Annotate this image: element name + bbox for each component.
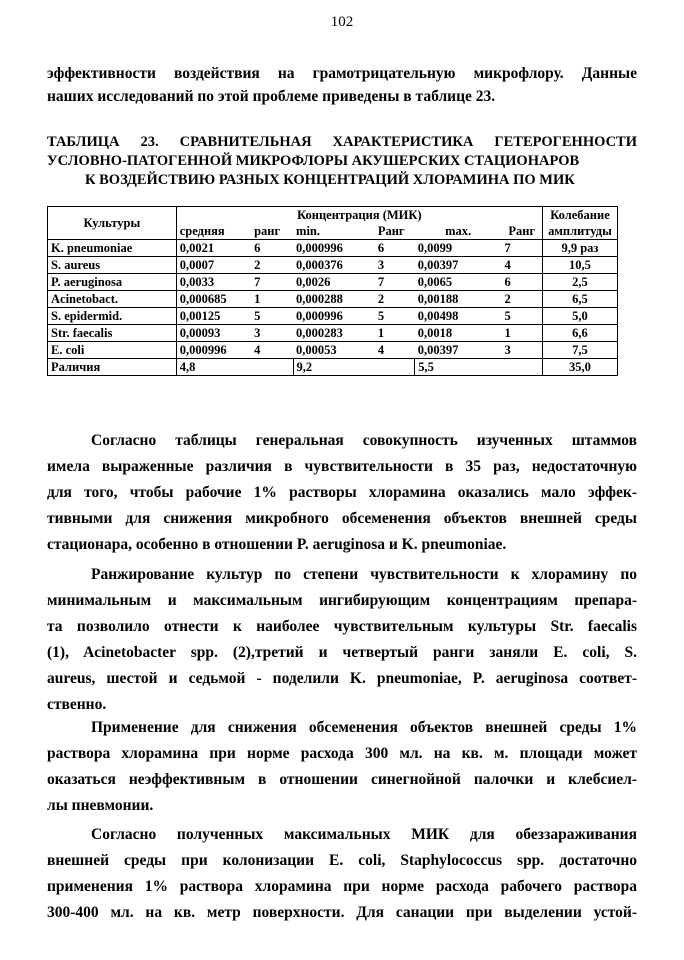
rank-cell: 5 [375, 308, 415, 325]
amplitude-cell: 6,6 [542, 325, 617, 342]
differences-amplitude: 35,0 [542, 359, 617, 376]
min-cell: 0,000283 [293, 325, 375, 342]
paragraph [47, 715, 637, 819]
mean-cell: 0,0021 [176, 240, 251, 257]
differences-label: Раличия [48, 359, 177, 376]
rank-cell: 3 [375, 257, 415, 274]
paragraph [47, 428, 637, 558]
text-line: та позволило отнести к наиболее чувствительным культуры Str. faecalis [47, 618, 637, 635]
rank-cell: 4 [251, 342, 293, 359]
text-line: минимальным и максимальным ингибирующим концентрациям препара- [47, 592, 637, 609]
rank-cell: 6 [251, 240, 293, 257]
text-line: для того, чтобы рабочие 1% растворы хлорамина оказались мало эффек- [47, 484, 637, 501]
rank-cell: 4 [502, 257, 543, 274]
table-row [48, 291, 618, 308]
text-line: лы пневмонии. [47, 797, 154, 814]
min-cell: 0,000996 [293, 308, 375, 325]
text-line: Согласно таблицы генеральная совокупность изученных штаммов [91, 432, 637, 449]
rank-cell: 6 [375, 240, 415, 257]
rank-cell: 3 [502, 342, 543, 359]
text-line: Согласно полученных максимальных МИК для обеззараживания [91, 826, 637, 843]
min-cell: 0,000288 [293, 291, 375, 308]
text-line: aureus, шестой и седьмой - поделили K. pneumoniae, P. aeruginosa соответ- [47, 670, 637, 687]
text-line: раствора хлорамина при норме расхода 300 мл. на кв. м. площади может [47, 745, 637, 762]
culture-cell: S. epidermid. [48, 308, 177, 325]
max-cell: 0,0099 [415, 240, 502, 257]
table-row [48, 325, 618, 342]
table-row [48, 308, 618, 325]
rank-cell: 1 [502, 325, 543, 342]
differences-max: 5,5 [415, 359, 543, 376]
culture-cell: E. coli [48, 342, 177, 359]
intro-paragraph [47, 62, 637, 108]
differences-mean: 4,8 [176, 359, 293, 376]
subheader-max: max. [415, 223, 502, 240]
table-title-line: К ВОЗДЕЙСТВИЮ РАЗНЫХ КОНЦЕНТРАЦИЙ ХЛОРАМИНА ПО МИК [85, 172, 575, 188]
mean-cell: 0,00125 [176, 308, 251, 325]
mean-cell: 0,00093 [176, 325, 251, 342]
header-amplitude: амплитуды [542, 223, 617, 240]
text-line: ственно. [47, 696, 107, 713]
rank-cell: 6 [502, 274, 543, 291]
rank-cell: 3 [251, 325, 293, 342]
rank-cell: 5 [251, 308, 293, 325]
rank-cell: 1 [251, 291, 293, 308]
mean-cell: 0,000996 [176, 342, 251, 359]
max-cell: 0,00397 [415, 342, 502, 359]
header-cultures: Культуры [48, 207, 177, 240]
paragraph [47, 822, 637, 926]
paragraph [47, 562, 637, 718]
mic-table [47, 206, 618, 376]
rank-cell: 1 [375, 325, 415, 342]
header-concentration: Концентрация (МИК) [176, 207, 542, 224]
rank-cell: 2 [375, 291, 415, 308]
culture-cell: S. aureus [48, 257, 177, 274]
subheader-rank: Ранг [502, 223, 543, 240]
amplitude-cell: 5,0 [542, 308, 617, 325]
text-line: наших исследований по этой проблеме приведены в таблице 23. [47, 88, 496, 105]
table-row [48, 274, 618, 291]
culture-cell: Acinetobact. [48, 291, 177, 308]
rank-cell: 4 [375, 342, 415, 359]
table-row [48, 342, 618, 359]
culture-cell: Str. faecalis [48, 325, 177, 342]
text-line: 300-400 мл. на кв. метр поверхности. Для санации при выделении устой- [47, 904, 637, 921]
table-title [47, 133, 637, 190]
table-row [48, 240, 618, 257]
text-line: тивными для снижения микробного обсеменения объектов внешней среды [47, 510, 637, 527]
header-amplitude: Колебание [542, 207, 617, 224]
subheader-min: min. [293, 223, 375, 240]
max-cell: 0,00188 [415, 291, 502, 308]
max-cell: 0,0065 [415, 274, 502, 291]
amplitude-cell: 6,5 [542, 291, 617, 308]
max-cell: 0,00498 [415, 308, 502, 325]
text-line: (1), Acinetobacter spp. (2),третий и четвертый ранги заняли E. coli, S. [47, 644, 637, 661]
max-cell: 0,0018 [415, 325, 502, 342]
table-row-differences [48, 359, 618, 376]
culture-cell: K. pneumoniae [48, 240, 177, 257]
text-line: стационара, особенно в отношении P. aeruginosa и K. pneumoniae. [47, 536, 507, 553]
table-row [48, 257, 618, 274]
rank-cell: 7 [502, 240, 543, 257]
table-title-line: ТАБЛИЦА 23. СРАВНИТЕЛЬНАЯ ХАРАКТЕРИСТИКА ГЕТЕРОГЕННОСТИ [47, 134, 637, 150]
subheader-mean: средняя [176, 223, 251, 240]
differences-min: 9,2 [293, 359, 415, 376]
max-cell: 0,00397 [415, 257, 502, 274]
mean-cell: 0,000685 [176, 291, 251, 308]
text-line: имела выраженные различия в чувствительности в 35 раз, недостаточную [47, 458, 637, 475]
text-line: Ранжирование культур по степени чувствительности к хлорамину по [91, 566, 637, 583]
rank-cell: 5 [502, 308, 543, 325]
mean-cell: 0,0033 [176, 274, 251, 291]
rank-cell: 7 [251, 274, 293, 291]
mean-cell: 0,0007 [176, 257, 251, 274]
subheader-rank: Ранг [375, 223, 415, 240]
text-line: оказаться неэффективным в отношении синегнойной палочки и клебсиел- [47, 771, 637, 788]
text-line: Применение для снижения обсеменения объектов внешней среды 1% [91, 719, 637, 736]
min-cell: 0,000376 [293, 257, 375, 274]
table-title-line: УСЛОВНО-ПАТОГЕННОЙ МИКРОФЛОРЫ АКУШЕРСКИХ СТАЦИОНАРОВ [47, 153, 580, 169]
min-cell: 0,0026 [293, 274, 375, 291]
rank-cell: 2 [251, 257, 293, 274]
rank-cell: 2 [502, 291, 543, 308]
amplitude-cell: 9,9 раз [542, 240, 617, 257]
amplitude-cell: 10,5 [542, 257, 617, 274]
amplitude-cell: 7,5 [542, 342, 617, 359]
min-cell: 0,000996 [293, 240, 375, 257]
subheader-rank: ранг [251, 223, 293, 240]
page-number: 102 [330, 14, 354, 30]
culture-cell: P. aeruginosa [48, 274, 177, 291]
rank-cell: 7 [375, 274, 415, 291]
amplitude-cell: 2,5 [542, 274, 617, 291]
text-line: эффективности воздействия на грамотрицательную микрофлору. Данные [47, 65, 637, 82]
text-line: применения 1% раствора хлорамина при норме расхода рабочего раствора [47, 878, 637, 895]
text-line: внешней среды при колонизации E. coli, Staphylococcus spp. достаточно [47, 852, 637, 869]
min-cell: 0,00053 [293, 342, 375, 359]
